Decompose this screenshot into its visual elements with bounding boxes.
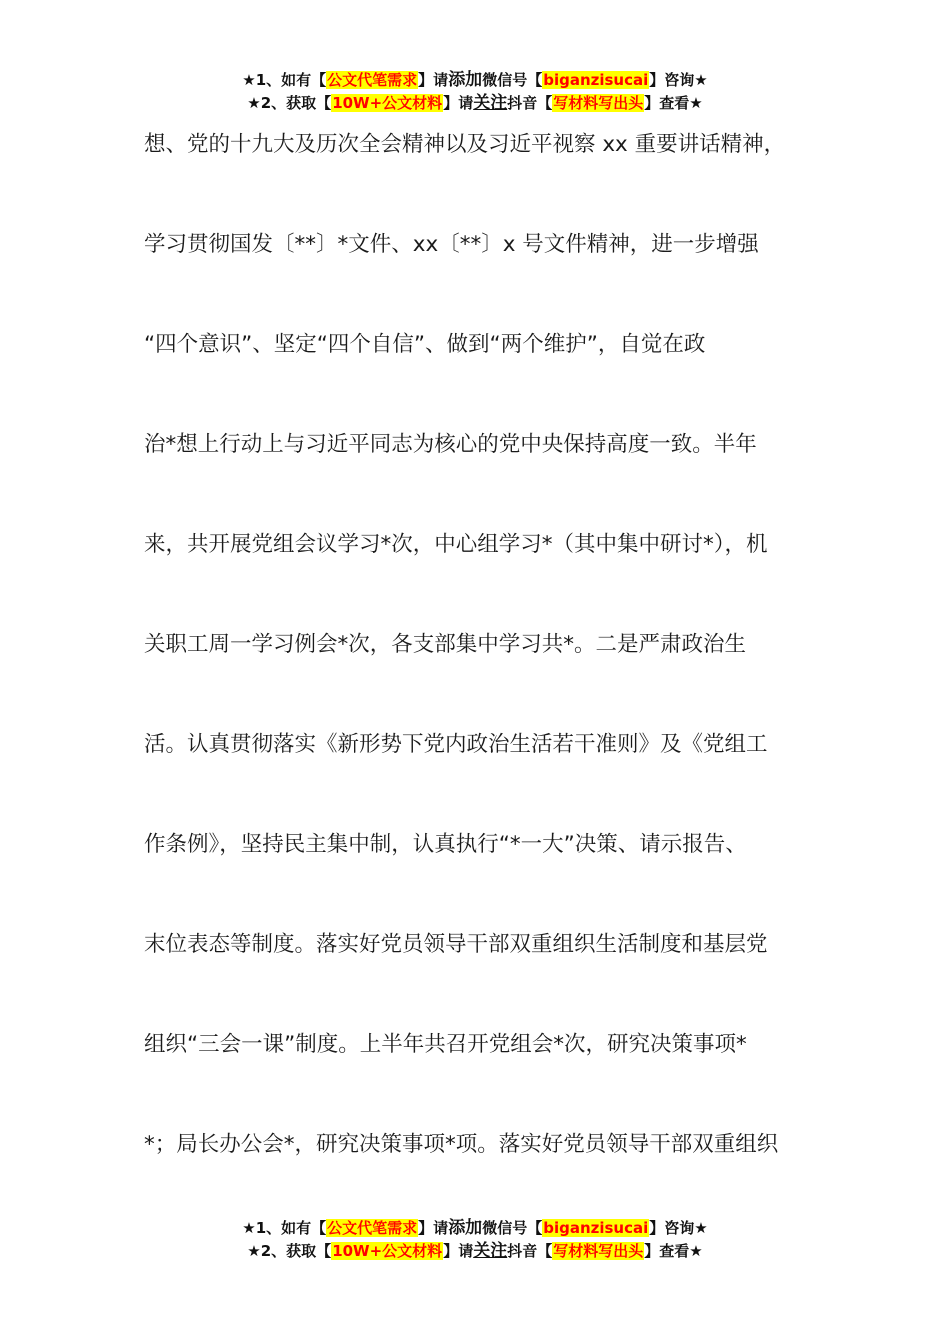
highlight-service: 公文代笔需求 bbox=[327, 1219, 418, 1237]
text-line: 组织“三会一课”制度。上半年共召开党组会*次，研究决策事项* bbox=[144, 1032, 747, 1057]
banner-line-2: ★2、获取【10W+公文材料】请关注抖音【写材料写出头】查看★ bbox=[247, 93, 703, 113]
highlight-douyin-account: 写材料写出头 bbox=[553, 94, 644, 112]
text-line: 作条例》，坚持民主集中制，认真执行“*一大”决策、请示报告、 bbox=[144, 832, 747, 857]
highlight-douyin-account: 写材料写出头 bbox=[553, 1242, 644, 1260]
text-line: 关职工周一学习例会*次，各支部集中学习共*。二是严肃政治生 bbox=[144, 632, 747, 657]
highlight-service: 公文代笔需求 bbox=[327, 71, 418, 89]
banner-line-1: ★1、如有【公文代笔需求】请添加微信号【biganzisucai】咨询★ bbox=[242, 1218, 708, 1238]
text-line: 来，共开展党组会议学习*次，中心组学习*（其中集中研讨*），机 bbox=[144, 532, 768, 557]
text-line: 治*想上行动上与习近平同志为核心的党中央保持高度一致。半年 bbox=[144, 432, 757, 457]
text-line: 学习贯彻国发〔**〕*文件、xx〔**〕x 号文件精神，进一步增强 bbox=[144, 232, 759, 257]
banner-line-2: ★2、获取【10W+公文材料】请关注抖音【写材料写出头】查看★ bbox=[247, 1241, 703, 1261]
highlight-wechat-id: biganzisucai bbox=[543, 71, 649, 89]
text-line: 想、党的十九大及历次全会精神以及习近平视察 xx 重要讲话精神， bbox=[144, 132, 786, 157]
header-banner bbox=[0, 69, 950, 115]
text-line: *；局长办公会*，研究决策事项*项。落实好党员领导干部双重组织 bbox=[144, 1132, 779, 1157]
document-body bbox=[144, 120, 824, 1220]
text-line: 活。认真贯彻落实《新形势下党内政治生活若干准则》及《党组工 bbox=[144, 732, 768, 757]
footer-banner bbox=[0, 1217, 950, 1263]
highlight-wechat-id: biganzisucai bbox=[543, 1219, 649, 1237]
highlight-materials: 10W+公文材料 bbox=[332, 1242, 443, 1260]
banner-line-1: ★1、如有【公文代笔需求】请添加微信号【biganzisucai】咨询★ bbox=[242, 70, 708, 90]
text-line: 末位表态等制度。落实好党员领导干部双重组织生活制度和基层党 bbox=[144, 932, 768, 957]
text-line: “四个意识”、坚定“四个自信”、做到“两个维护”，自觉在政 bbox=[144, 332, 706, 357]
highlight-materials: 10W+公文材料 bbox=[332, 94, 443, 112]
